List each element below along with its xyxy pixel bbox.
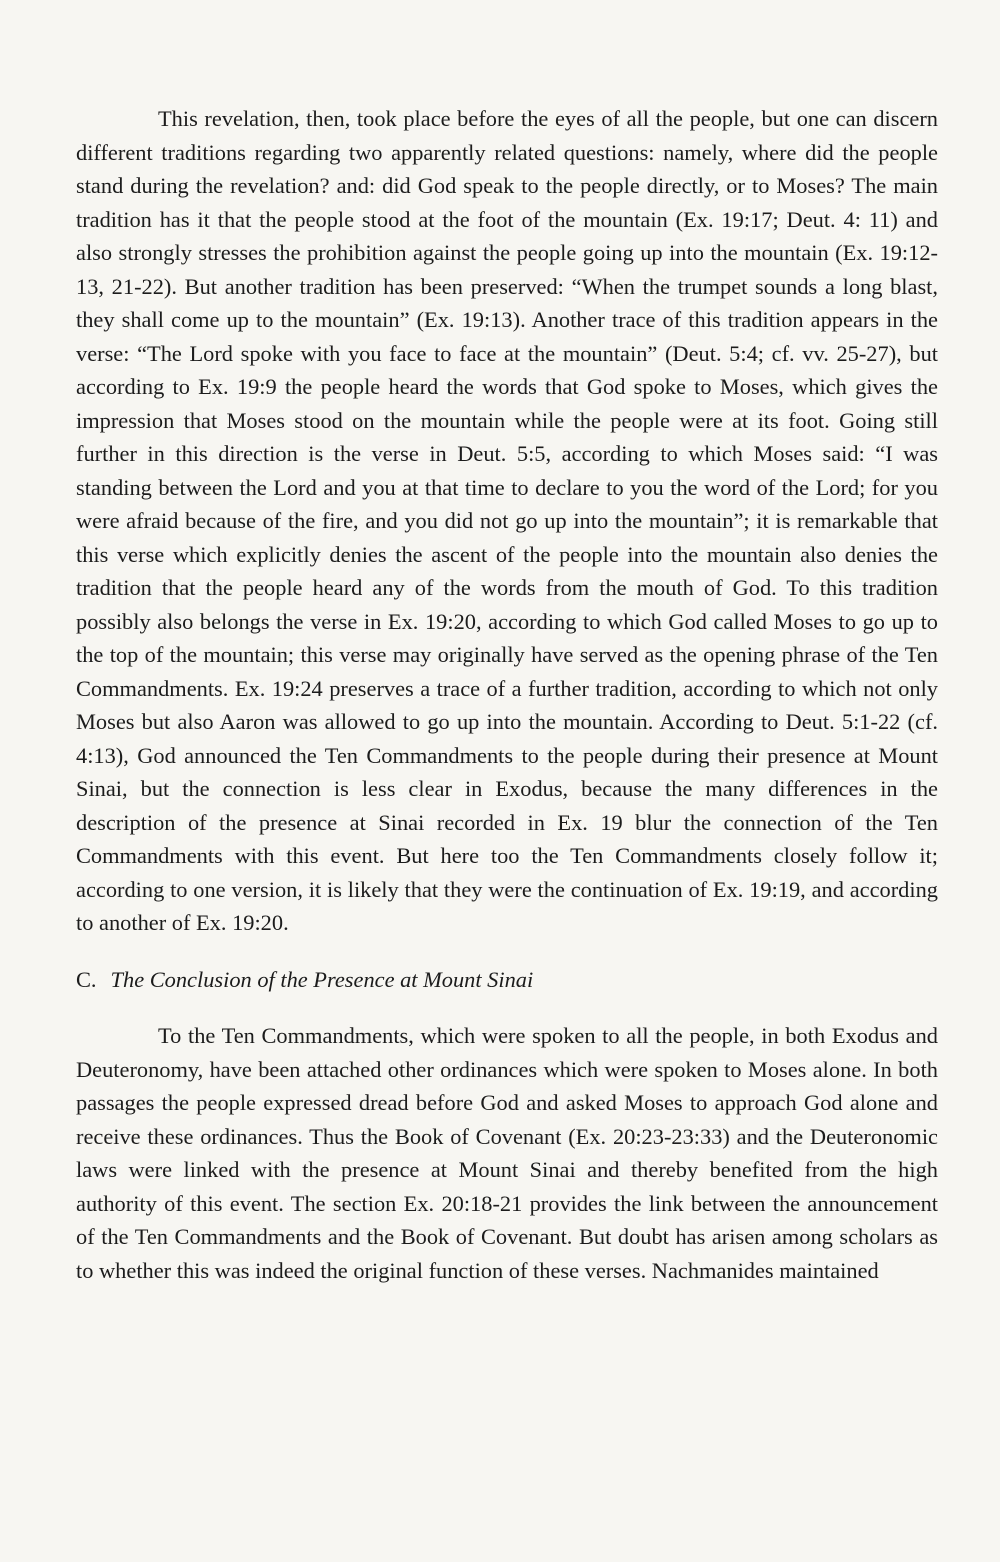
page-body: [76, 102, 938, 1287]
section-letter: C.: [76, 966, 97, 992]
section-heading: [76, 963, 938, 997]
section-title: The Conclusion of the Presence at Mount Sinai: [110, 966, 534, 992]
paragraph-ten-commandments-ordinances: To the Ten Commandments, which were spoken to all the people, in both Exodus and Deuteronomy, have been attached other ordinances which were spoken to Moses alone. In both passages the people expressed dread before God and asked Moses to approach God alone and receive these ordinances. Thus the Book of Covenant (Ex. 20:23-23:33) and the Deuteronomic laws were linked with the presence at Mount Sinai and thereby benefited from the high authority of this event. The section Ex. 20:18-21 provides the link between the announcement of the Ten Commandments and the Book of Covenant. But doubt has arisen among scholars as to whether this was indeed the original function of these verses. Nachmanides maintained: [76, 1023, 938, 1283]
paragraph-revelation-traditions: This revelation, then, took place before the eyes of all the people, but one can discern different traditions regarding two apparently related questions: namely, where did the people stand during the revelation? and: did God speak to the people directly, or to Moses? The main tradition has it that the people stood at the foot of the mountain (Ex. 19:17; Deut. 4: 11) and also strongly stresses the prohibition against the people going up into the mountain (Ex. 19:12-13, 21-22). But another tradition has been preserved: “When the trumpet sounds a long blast, they shall come up to the mountain” (Ex. 19:13). Another trace of this tradition appears in the verse: “The Lord spoke with you face to face at the mountain” (Deut. 5:4; cf. vv. 25-27), but according to Ex. 19:9 the people heard the words that God spoke to Moses, which gives the impression that Moses stood on the mountain while the people were at its foot. Going still further in this direction is the verse in Deut. 5:5, according to which Moses said: “I was standing between the Lord and you at that time to declare to you the word of the Lord; for you were afraid because of the fire, and you did not go up into the mountain”; it is remarkable that this verse which explicitly denies the ascent of the people into the mountain also denies the tradition that the people heard any of the words from the mouth of God. To this tradition possibly also belongs the verse in Ex. 19:20, according to which God called Moses to go up to the top of the mountain; this verse may originally have served as the opening phrase of the Ten Commandments. Ex. 19:24 preserves a trace of a further tradition, according to which not only Moses but also Aaron was allowed to go up into the mountain. According to Deut. 5:1-22 (cf. 4:13), God announced the Ten Commandments to the people during their presence at Mount Sinai, but the connection is less clear in Exodus, because the many differences in the description of the presence at Sinai recorded in Ex. 19 blur the connection of the Ten Commandments with this event. But here too the Ten Commandments closely follow it; according to one version, it is likely that they were the continuation of Ex. 19:19, and according to another of Ex. 19:20.: [76, 106, 938, 935]
